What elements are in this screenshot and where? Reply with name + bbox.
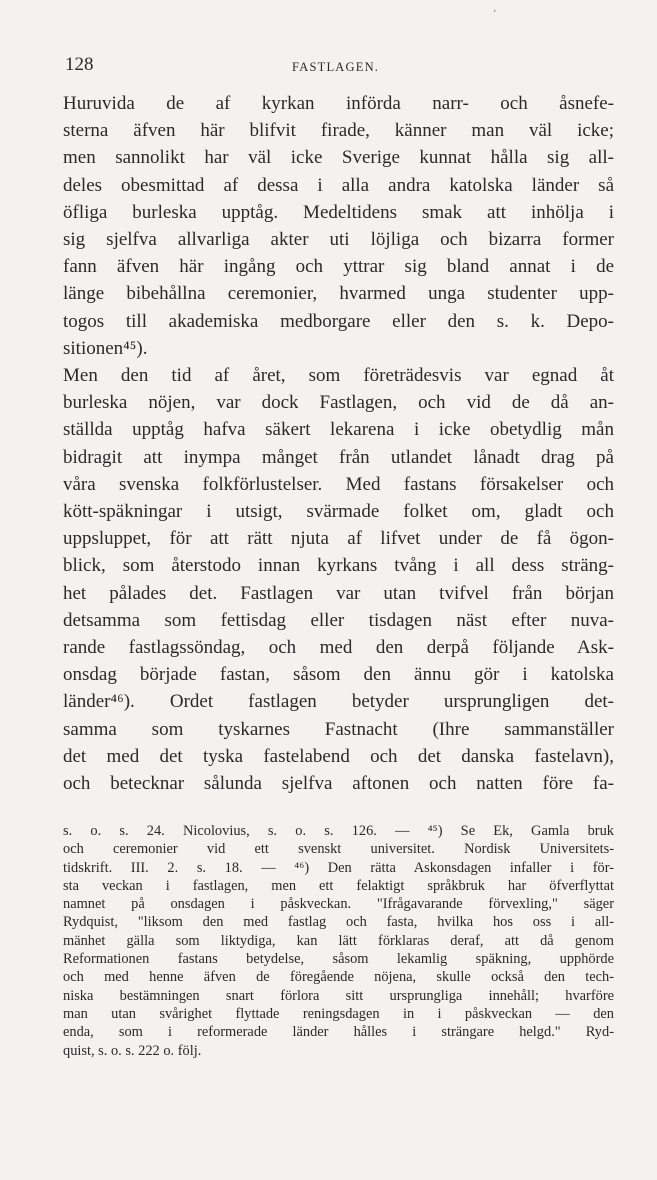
body-line: detsamma som fettisdag eller tisdagen näst efter nuva- [63,609,614,631]
footnotes [63,822,614,1060]
body-line: öfliga burleska upptåg. Medeltidens smak att inhölja i [63,201,614,223]
body-line: het pålades det. Fastlagen var utan tvifvel från början [63,582,614,604]
corner-mark: ʼ [490,7,498,21]
running-head: FASTLAGEN. [292,60,380,74]
body-line: burleska nöjen, var dock Fastlagen, och vid de då an- [63,392,614,414]
body-line: Huruvida de af kyrkan införda narr- och åsnefe- [63,93,614,114]
footnote-line: Reformationen fastans betydelse, såsom lekamlig späkning, upphörde [63,951,614,968]
body-line: sterna äfven här blifvit firade, känner man väl icke; [63,120,614,142]
footnote-line: sta veckan i fastlagen, men ett felaktigt språkbruk har öfverflyttat [63,877,614,894]
footnote-line: och med henne äfven de föregående nöjena, skulle också den tech- [63,969,614,986]
footnote-line: s. o. s. 24. Nicolovius, s. o. s. 126. — ⁴⁵) Se Ek, Gamla bruk [63,823,614,839]
footnote-line: Rydquist, "liksom den med fastlag och fasta, hvilka hos oss i all- [63,914,614,931]
body-line: sitionen⁴⁵). [63,337,148,359]
footnote-line: mänhet gälla som liktydiga, kan lätt förklaras deraf, att då genom [63,932,614,949]
body-line: Men den tid af året, som företrädesvis var egnad åt [63,365,614,387]
body-line: det med det tyska fastelabend och det danska fastelavn), [63,745,614,767]
body-text [63,90,614,797]
body-line: och betecknar sålunda sjelfva aftonen och natten före fa- [63,773,614,795]
body-line: länder⁴⁶). Ordet fastlagen betyder ursprungligen det- [63,691,614,713]
body-line: sig sjelfva allvarliga akter uti löjliga och bizarra former [63,229,614,251]
body-line: kött-späkningar i utsigt, svärmade folket om, gladt och [63,501,614,523]
body-line: länge bibehållna ceremonier, hvarmed unga studenter upp- [63,283,614,305]
body-line: togos till akademiska medborgare eller den s. k. Depo- [63,310,614,332]
footnote-line: man utan svårighet flyttade reningsdagen in i påskveckan — den [63,1005,614,1022]
page-number: 128 [65,54,94,75]
footnote-line: och ceremonier vid ett svenskt universitet. Nordisk Universitets- [63,841,614,858]
footnote-line: namnet på onsdagen i påskveckan. "Ifrågavarande förvexling," säger [63,896,614,913]
body-line: bidragit att inympa månget från utlandet lånadt drag på [63,446,614,468]
body-line: rande fastlagssöndag, och med den derpå följande Ask- [63,637,614,659]
footnote-line: tidskrift. III. 2. s. 18. — ⁴⁶) Den rätta Askonsdagen infaller i för- [63,859,614,876]
footnote-line: quist, s. o. s. 222 o. följ. [63,1042,202,1059]
body-line: våra svenska folkförlustelser. Med fastans försakelser och [63,473,614,495]
body-line: deles obesmittad af dessa i alla andra katolska länder så [63,174,614,196]
footnote-line: niska bestämningen snart förlora sitt ursprungliga innehåll; hvarföre [63,987,614,1004]
body-line: onsdag började fastan, såsom den ännu gör i katolska [63,664,614,686]
body-line: fann äfven här ingång och yttrar sig bland annat i de [63,256,614,278]
body-line: men sannolikt har väl icke Sverige kunnat hålla sig all- [63,147,614,169]
body-line: blick, som återstodo innan kyrkans tvång i all dess sträng- [63,555,614,577]
footnote-line: enda, som i reformerade länder hålles i strängare helgd." Ryd- [63,1024,614,1041]
body-line: samma som tyskarnes Fastnacht (Ihre sammanställer [63,718,614,740]
body-line: ställda upptåg hafva säkert lekarena i icke obetydlig mån [63,419,614,441]
body-line: uppsluppet, för att rätt njuta af lifvet under de få ögon- [63,528,614,550]
